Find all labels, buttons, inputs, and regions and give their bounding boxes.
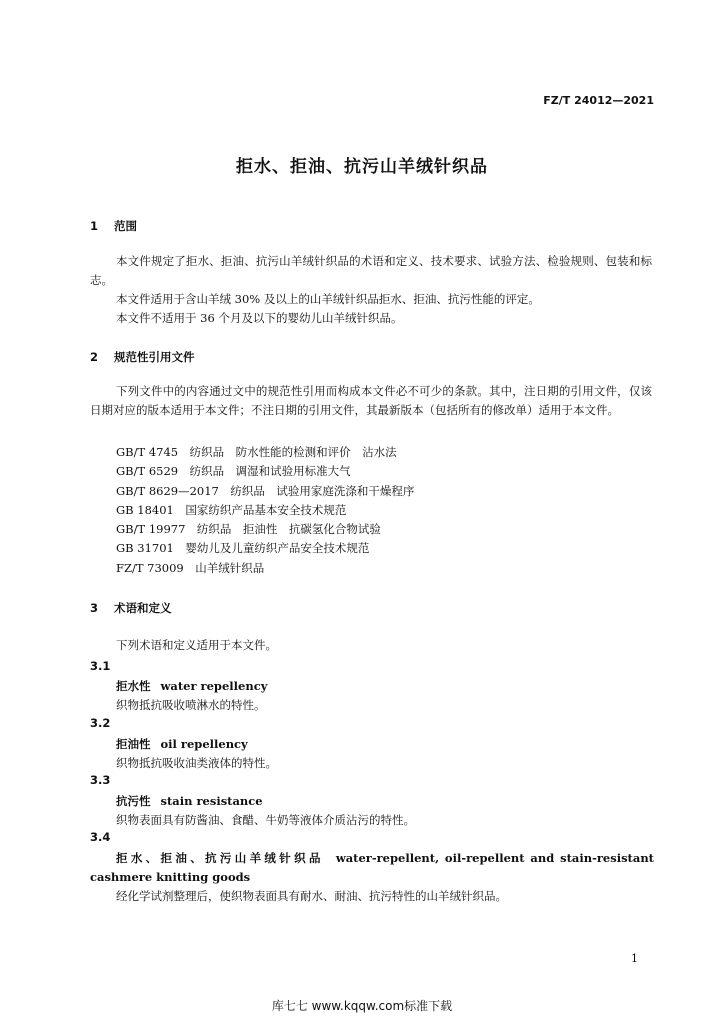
clause-number: 3.3 xyxy=(90,773,111,787)
reference-list xyxy=(116,443,414,578)
reference-item: GB/T 19977 纺织品 拒油性 抗碳氢化合物试验 xyxy=(116,522,381,537)
reference-item: FZ/T 73009 山羊绒针织品 xyxy=(116,560,265,575)
term-entry: 拒水、拒油、抗污山羊绒针织品 water-repellent, oil-repellent and stain-resistant cashmere knitting goods xyxy=(90,851,654,884)
term-entry: 拒油性 oil repellency xyxy=(116,737,248,751)
reference-item: GB/T 6529 纺织品 调湿和试验用标准大气 xyxy=(116,464,351,479)
scope-paragraph: 本文件适用于含山羊绒 30% 及以上的山羊绒针织品拒水、拒油、抗污性能的评定。 xyxy=(116,292,540,306)
scope-paragraph: 本文件规定了拒水、拒油、抗污山羊绒针织品的术语和定义、技术要求、试验方法、检验规则、包装和标志。 xyxy=(90,254,652,287)
reference-item: GB/T 4745 纺织品 防水性能的检测和评价 沾水法 xyxy=(116,445,397,459)
section-scope-heading: 1 范围 xyxy=(90,219,137,233)
page-number: 1 xyxy=(631,952,638,965)
section-terms-heading: 3 术语和定义 xyxy=(90,601,172,615)
reference-item: GB/T 8629—2017 纺织品 试验用家庭洗涤和干燥程序 xyxy=(116,483,415,498)
section-normative-intro: 下列文件中的内容通过文中的规范性引用而构成本文件必不可少的条款。其中，注日期的引用文件，仅该日期对应的版本适用于本文件；不注日期的引用文件，其最新版本（包括所有的修改单）适用于本文件。 xyxy=(90,384,652,417)
scope-paragraph: 本文件不适用于 36 个月及以下的婴幼儿山羊绒针织品。 xyxy=(116,311,403,325)
clause-number: 3.2 xyxy=(90,716,111,730)
section-normative-heading: 2 规范性引用文件 xyxy=(90,350,195,364)
section-scope-body xyxy=(90,252,652,328)
reference-item: GB 31701 婴幼儿及儿童纺织产品安全技术规范 xyxy=(116,541,370,556)
term-definition: 织物表面具有防酱油、食醋、牛奶等液体介质沾污的特性。 xyxy=(116,813,415,827)
document-title: 拒水、拒油、抗污山羊绒针织品 xyxy=(236,157,488,177)
reference-item: GB 18401 国家纺织产品基本安全技术规范 xyxy=(116,502,347,517)
term-definition: 织物抵抗吸收油类液体的特性。 xyxy=(116,756,277,770)
clause-number: 3.1 xyxy=(90,659,111,673)
clause-number: 3.4 xyxy=(90,830,111,844)
term-definition: 织物抵抗吸收喷淋水的特性。 xyxy=(116,698,266,712)
standard-number: FZ/T 24012—2021 xyxy=(543,94,654,107)
footer-watermark: 库七七 www.kqqw.com标准下载 xyxy=(271,999,453,1013)
terms-intro: 下列术语和定义适用于本文件。 xyxy=(116,638,277,652)
term-entry: 拒水性 water repellency xyxy=(116,679,268,693)
term-entry: 抗污性 stain resistance xyxy=(116,794,263,808)
term-definition: 经化学试剂整理后，使织物表面具有耐水、耐油、抗污特性的山羊绒针织品。 xyxy=(116,889,507,903)
